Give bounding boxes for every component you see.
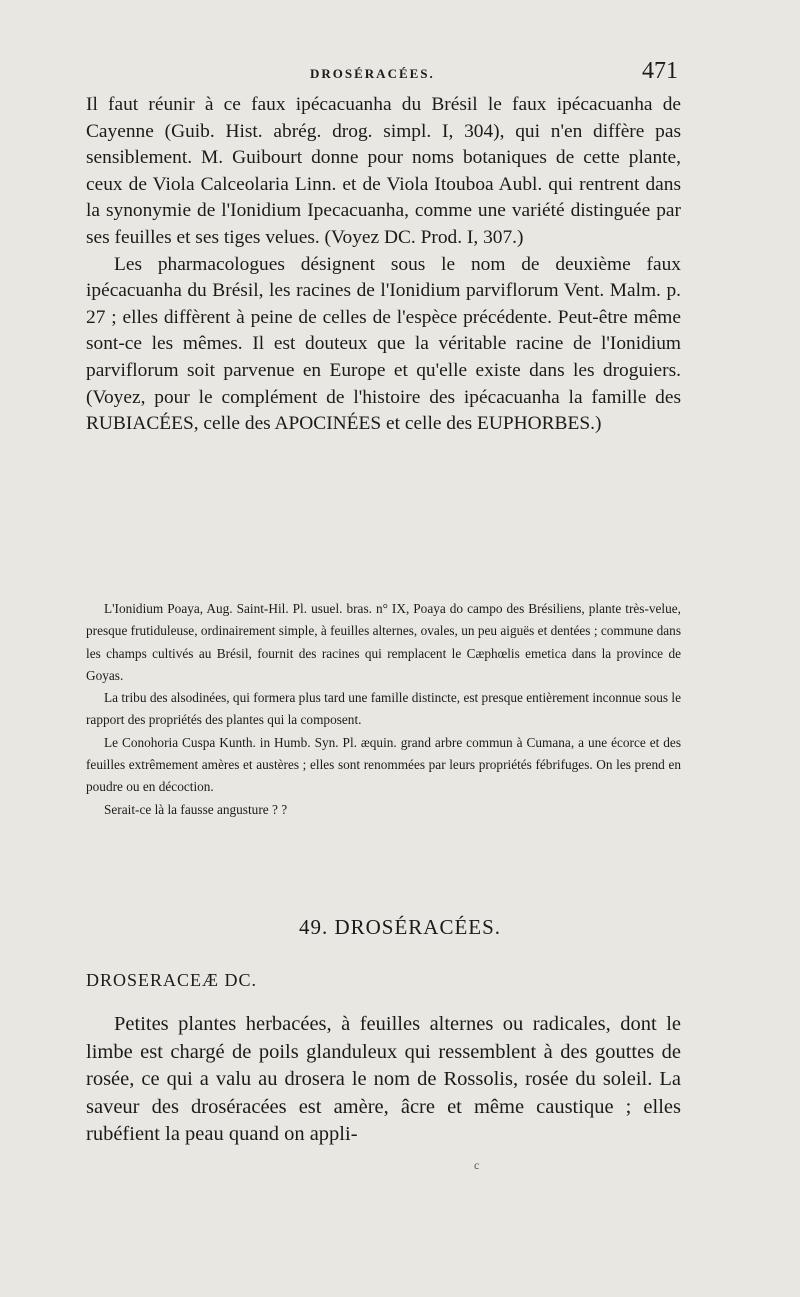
note-angusture: Serait-ce là la fausse angusture ? ? [104,801,288,817]
main-text [86,92,681,438]
running-head: DROSÉRACÉES. [310,66,435,81]
section-intro [86,1011,681,1149]
note-conohoria: Le Conohoria Cuspa Kunth. in Humb. Syn. Pl. æquin. grand arbre commun à Cumana, a une écorce et des feuilles extrêmement amères et austères ; elles sont renommées par leurs propriétés fébrifuges. On les prend en poudre ou en décoction. [86,734,681,795]
section-subtitle: DROSERACEÆ DC. [86,970,258,990]
footnotes [86,598,681,821]
note-alsodinees: La tribu des alsodinées, qui formera plus tard une famille distincte, est presque entièrement inconnue sous le rapport des propriétés des plantes qui la composent. [86,690,681,728]
note-ionidium-poaya: L'Ionidium Poaya, Aug. Saint-Hil. Pl. usuel. bras. n° IX, Poaya do campo des Brésiliens, plante très-velue, presque frutiduleuse, ordinairement simple, à feuilles alternes, ovales, un peu aiguës et dentées ; commune dans les champs cultivés au Brésil, fournit des racines qui remplacent le Cæphœlis emetica dans la province de Goyas. [86,601,681,683]
section-intro-paragraph: Petites plantes herbacées, à feuilles alternes ou radicales, dont le limbe est chargé de poils glanduleux qui ressemblent à des gouttes de rosée, ce qui a valu au drosera le nom de Rossolis, rosée du soleil. La saveur des droséracées est amère, âcre et même caustique ; elles rubéfient la peau quand on appli- [86,1013,681,1145]
footer-mark: c [474,1158,480,1172]
paragraph-2: Les pharmacologues désignent sous le nom de deuxième faux ipécacuanha du Brésil, les racines de l'Ionidium parviflorum Vent. Malm. p. 27 ; elles diffèrent à peine de celles de l'espèce précédente. Peut-être même sont-ce les mêmes. Il est douteux que la véritable racine de l'Ionidium parviflorum soit parvenue en Europe et qu'elle existe dans les droguiers. (Voyez, pour le complément de l'histoire des ipécacuanha la famille des RUBIACÉES, celle des APOCINÉES et celle des EUPHORBES.) [86,253,681,435]
section-title: 49. DROSÉRACÉES. [298,915,502,939]
paragraph-1: Il faut réunir à ce faux ipécacuanha du Brésil le faux ipécacuanha de Cayenne (Guib. Hist. abrég. drog. simpl. I, 304), qui n'en diffère pas sensiblement. M. Guibourt donne pour noms botaniques de cette plante, ceux de Viola Calceolaria Linn. et de Viola Itouboa Aubl. qui rentrent dans la synonymie de l'Ionidium Ipecacuanha, comme une variété distinguée par ses feuilles et ses tiges velues. (Voyez DC. Prod. I, 307.) [86,94,681,248]
page-number: 471 [642,58,678,84]
